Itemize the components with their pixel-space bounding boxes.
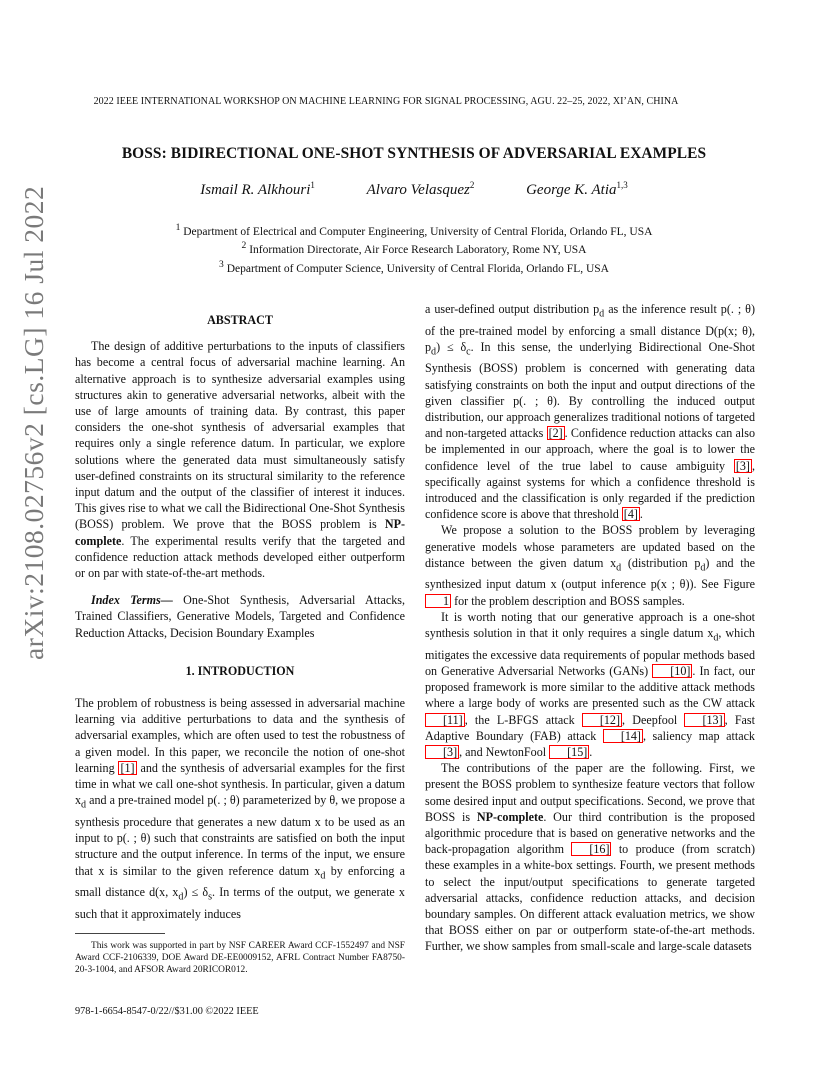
affiliation-1: $^1$ Department of Electrical and Computer Engineering, University of Central Florida, Orlando FL, USA [175,222,653,238]
citation-link[interactable]: [11] [425,713,465,727]
conference-header: 2022 IEEE INTERNATIONAL WORKSHOP ON MACHINE LEARNING FOR SIGNAL PROCESSING, AGU. 22–25, 2022, XI’AN, CHINA [93,96,679,107]
introduction-paragraph: The problem of robustness is being assessed in adversarial machine learning via additive perturbations to data and the synthesis of adversarial examples, which are often used to test the robustness of a given model. In this paper, we reconcile the notion of one-shot learning [1] and the synthesis of adversarial examples for the first time in what we call one-shot synthesis. In particular, given a datum $x_d$ and a pre-trained model p(. ; θ) parameterized by θ, we propose a synthesis procedure that generates a new datum x to be used as an input to p(. ; θ) such that constraints are satisfied on both the input structure and the output inference. In terms of the input, we ensure that x is similar to the given reference datum $x_d$ by enforcing a small distance d(x, $x_d) \le \delta_s$. In terms of the output, we generate x such that it approximately induces [75,696,406,921]
citation-link[interactable]: [16] [571,842,611,856]
paragraph-one-shot: It is worth noting that our generative approach is a one-shot synthesis solution in that it only requires a single datum $x_d$, which mitigates the excessive data requirements of popular methods based on Generative Adversarial Networks (GANs) [10] . In fact, our proposed framework is more similar to the additive attack methods where a large body of works are presented such as the CW attack [11] , the L-BFGS attack [12] , Deepfool [13] , Fast Adaptive Boundary (FAB) attack [14] , saliency map attack [3] , and NewtonFool [15] . [425,609,755,759]
funding-footnote: This work was supported in part by NSF CAREER Award CCF-1552497 and NSF Award CCF-2106339, DOE Award DE-EE0009152, AFRL Contract Number FA8750-20-3-1004, and AFSOR Award 20RICOR012. [75,941,405,975]
citation-link[interactable]: [12] [582,713,622,727]
citation-link[interactable]: [14] [603,729,643,743]
index-terms: Index Terms— One-Shot Synthesis, Adversarial Attacks, Trained Classifiers, Generative Models, Targeted and Confidence Reduction Attacks, Decision Boundary Examples [75,593,406,640]
citation-link[interactable]: [2] [548,426,563,441]
paragraph-contributions: The contributions of the paper are the following. First, we present the BOSS problem to synthesize feature vectors that follow some desired input and output specifications. Second, we prove that BOSS is NP-complete. Our third contribution is the proposed algorithmic procedure that is based on generative networks and the back-propagation algorithm [16] to produce (from scratch) these examples in a white-box settings. Fourth, we present methods to select the input/output specifications to generate targeted adversarial attacks, confidence reduction attacks, and decision boundary samples. On different attack evaluation metrics, we show that BOSS either on par or outperform state-of-the-art methods. Further, we show samples from small-scale and large-scale datasets [425,761,755,954]
footnote-divider [75,933,165,934]
citation-link[interactable]: [3] [735,458,750,473]
author-list [0,180,828,199]
citation-link[interactable]: [3] [425,745,459,759]
paragraph-proposal: We propose a solution to the BOSS problem by leveraging generative models whose parameters are updated based on the distance between the given datum $x_d$ (distribution $p_d$) and the synthesized input datum x (output inference p(x ; θ)). See Figure 1 for the problem description and BOSS samples. [425,523,756,608]
figure-link[interactable]: 1 [425,594,451,608]
affiliation-2: $^2$ Information Directorate, Air Force Research Laboratory, Rome NY, USA [241,240,587,256]
isbn-line: 978-1-6654-8547-0/22//$31.00 ©2022 IEEE [75,1006,259,1017]
abstract-heading: ABSTRACT [207,313,273,327]
citation-link[interactable]: [1] [120,760,135,775]
citation-link[interactable]: [4] [623,507,638,522]
author-2: Alvaro Velasquez$^2$ [366,180,475,198]
affiliation-3: $^3$ Department of Computer Science, University of Central Florida, Orlando FL, USA [219,259,609,275]
left-column [75,312,405,922]
introduction-heading: 1. INTRODUCTION [185,663,295,678]
right-column [425,301,755,955]
paper-title: BOSS: BIDIRECTIONAL ONE-SHOT SYNTHESIS OF ADVERSARIAL EXAMPLES [121,145,707,162]
author-1: Ismail R. Alkhouri$^1$ [200,180,315,198]
citation-link[interactable]: [13] [684,713,724,727]
citation-link[interactable]: [10] [652,664,692,678]
citation-link[interactable]: [15] [549,745,589,759]
paragraph-output-distribution: a user-defined output distribution $p_d$ as the inference result p(. ; θ) of the pre-trained model by enforcing a small distance D(p(x; θ), $p_d) \le \delta_c$. In this sense, the underlying Bidirectional One-Shot Synthesis (BOSS) problem is concerned with generating data satisfying constraints on both the input and output directions of the given classifier p(. ; θ). By controlling the induced output distribution, our approach generalizes traditional notions of targeted and non-targeted attacks [2] . Confidence reduction attacks can also be implemented in our approach, where the goal is to lower the confidence level of the true label to cause ambiguity [3] , specifically against systems for which a confidence threshold is introduced and the classification is only regarded if the prediction confidence score is above that threshold [4] . [425,302,755,522]
arxiv-identifier[interactable]: arXiv:2108.02756v2 [cs.LG] 16 Jul 2022 [18,185,49,660]
author-3: George K. Atia$^{1,3}$ [526,180,628,198]
abstract-text: The design of additive perturbations to the inputs of classifiers has become a central focus of adversarial machine learning. An alternative approach is to synthesize adversarial examples using structures akin to generative adversarial networks, albeit with the use of large amounts of training data. By contrast, this paper considers the one-shot synthesis of adversarial examples that requires only a single reference datum. In particular, we explore solutions where the generated data must simultaneously satisfy user-defined constraints on its structural similarity to the reference input datum and the output of the classifier of interest it induces. This gives rise to what we call the Bidirectional One-Shot Synthesis (BOSS) problem. We prove that the BOSS problem is NP-complete. The experimental results verify that the targeted and confidence reduction attack methods developed either outperform or on par with state-of-the-art methods. [75,339,405,581]
